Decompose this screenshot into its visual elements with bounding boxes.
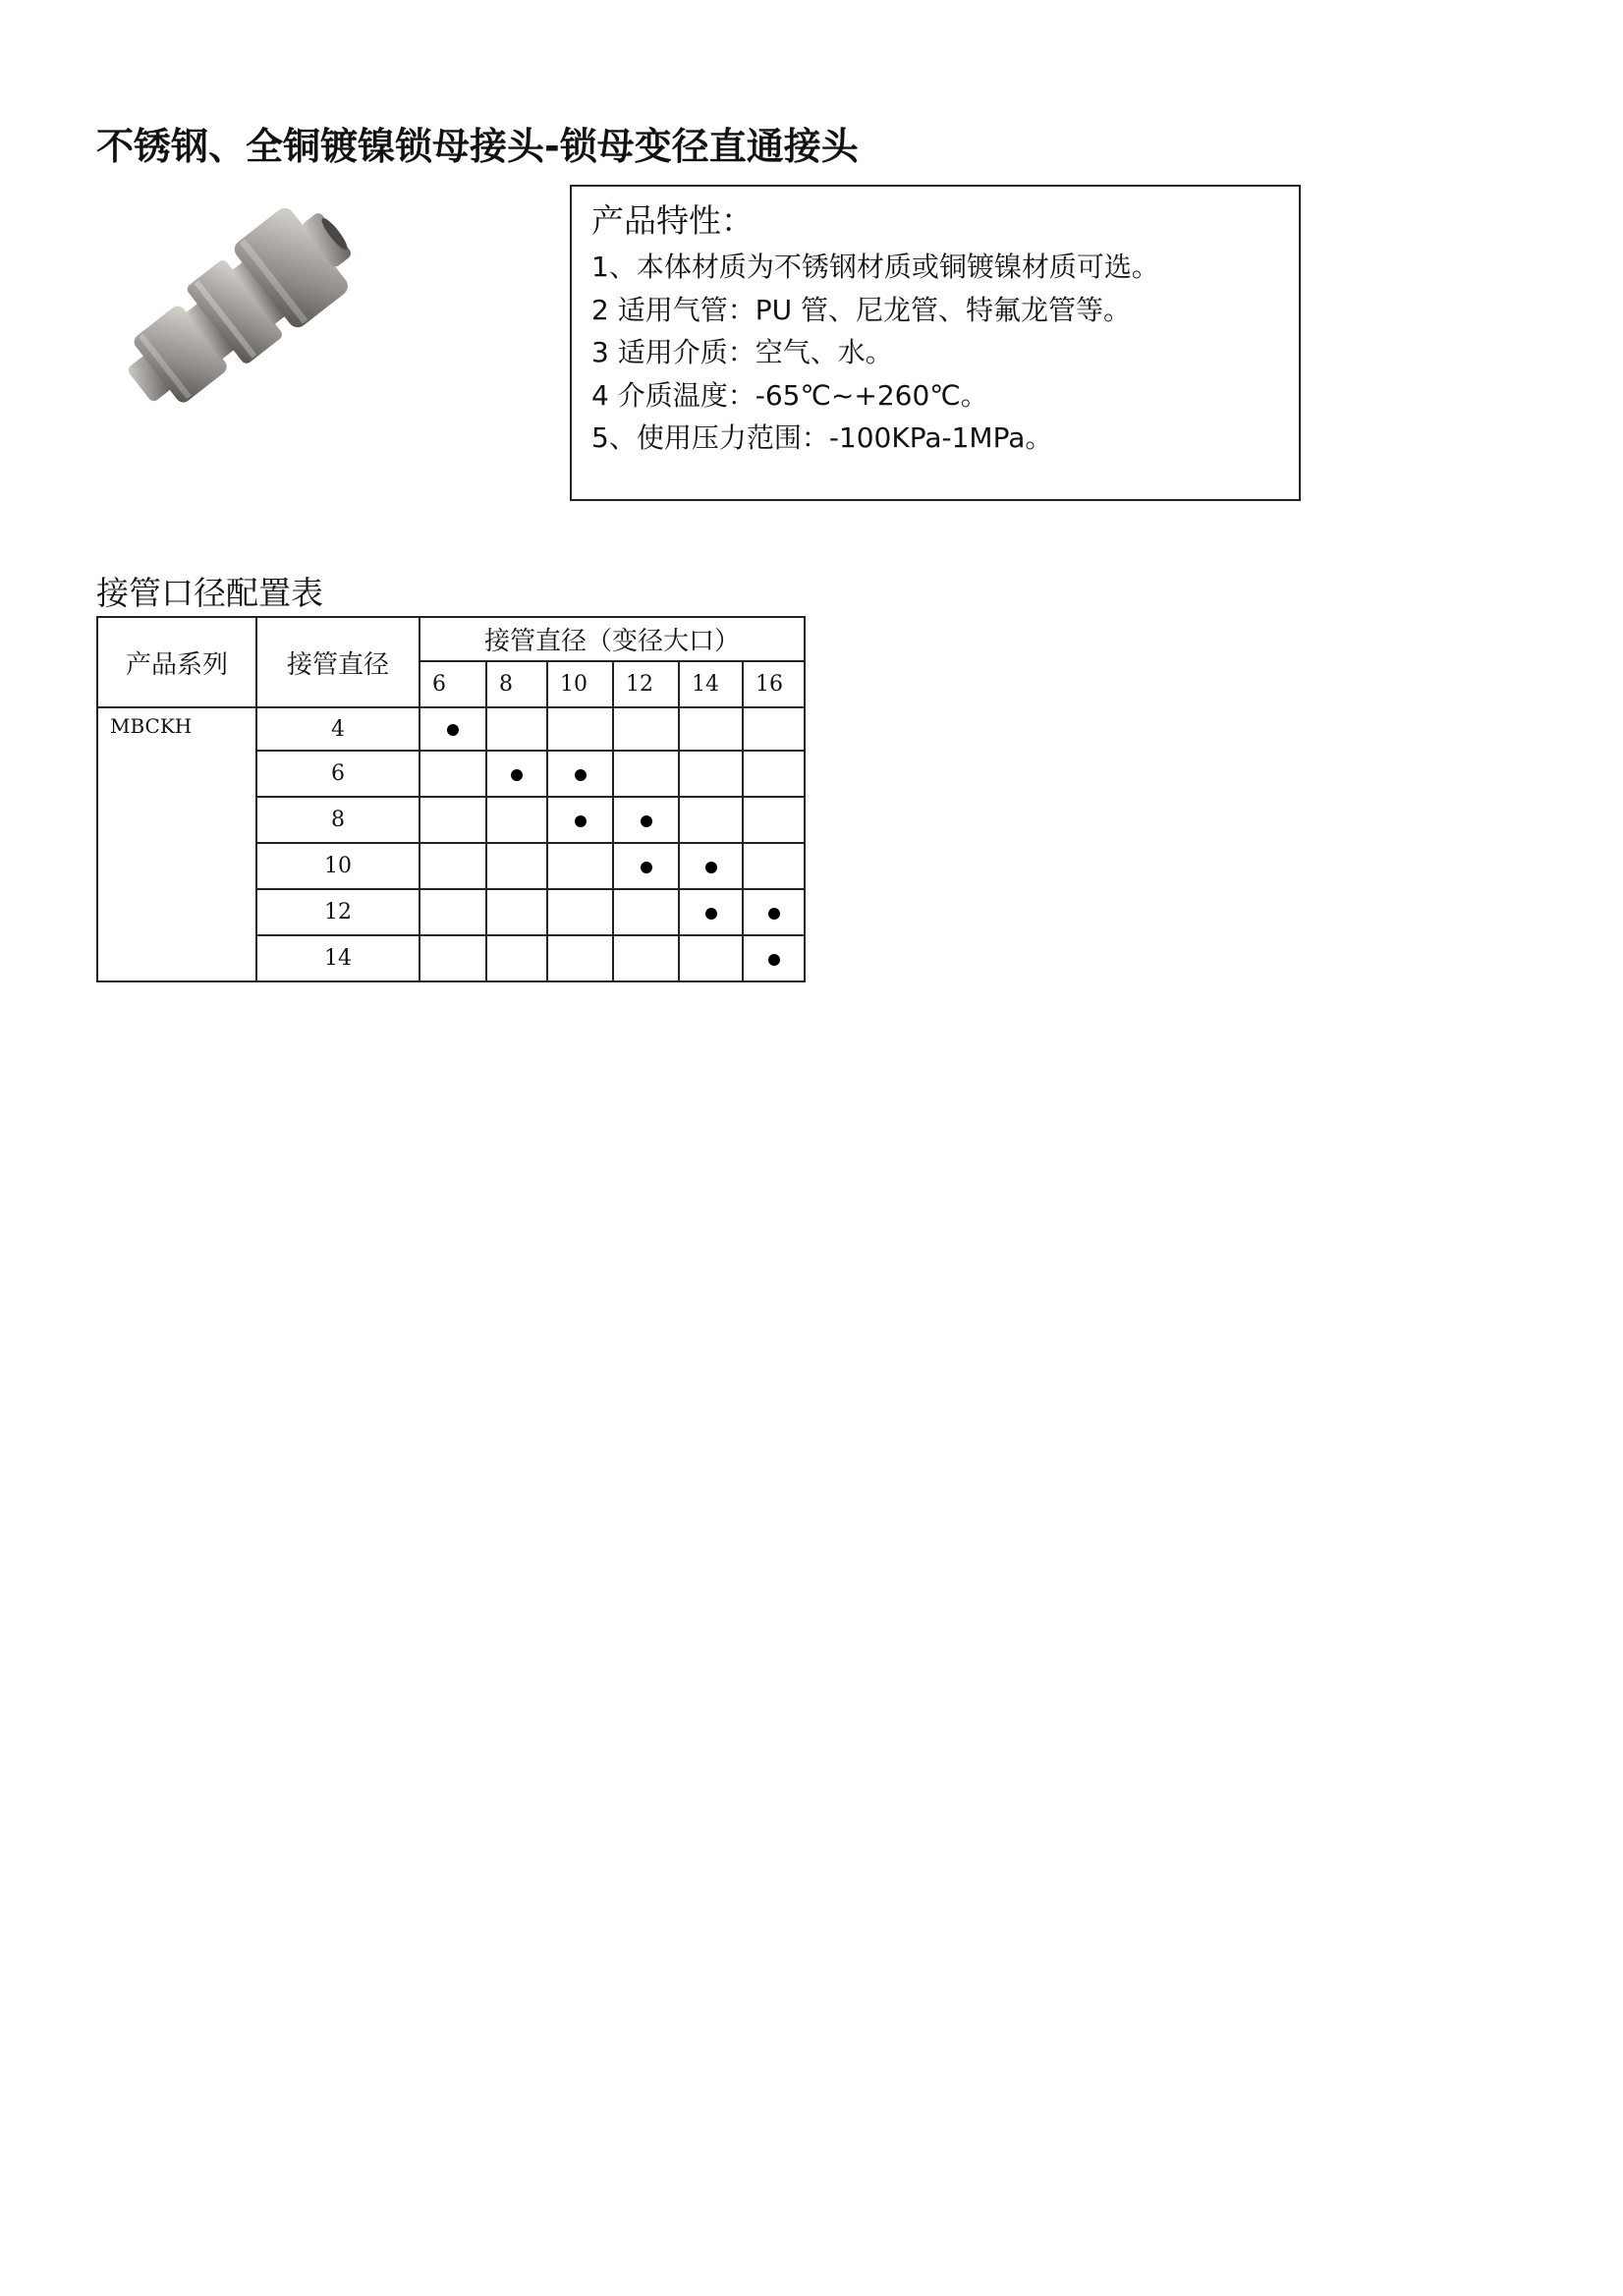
- compat-cell: [547, 707, 613, 751]
- header-series: 产品系列: [97, 617, 256, 707]
- header-large-diameter: 接管直径（变径大口）: [420, 617, 805, 661]
- product-features-box: [570, 185, 1301, 501]
- compat-cell: [547, 751, 613, 797]
- compat-cell: [486, 935, 547, 981]
- feature-item: 2 适用气管：PU 管、尼龙管、特氟龙管等。: [591, 293, 1131, 326]
- compat-dot: [641, 815, 652, 827]
- feature-item: 3 适用介质：空气、水。: [591, 336, 893, 368]
- compat-dot: [768, 908, 780, 920]
- diameter-cell: 10: [256, 843, 420, 889]
- features-heading: 产品特性：: [591, 201, 754, 240]
- compat-cell: [613, 935, 679, 981]
- compat-cell: [613, 797, 679, 843]
- compat-cell: [486, 843, 547, 889]
- features-list: [591, 246, 1279, 460]
- compat-cell: [743, 707, 805, 751]
- compat-cell: [743, 889, 805, 935]
- compat-cell: [613, 707, 679, 751]
- compat-cell: [420, 935, 486, 981]
- compat-dot: [447, 724, 459, 736]
- compat-cell: [743, 751, 805, 797]
- diameter-cell: 8: [256, 797, 420, 843]
- compat-dot: [511, 769, 523, 781]
- diameter-cell: 14: [256, 935, 420, 981]
- compat-cell: [486, 751, 547, 797]
- feature-item: 4 介质温度：-65℃~+260℃。: [591, 378, 988, 412]
- compat-cell: [486, 889, 547, 935]
- compat-cell: [679, 843, 743, 889]
- header-diameter: 接管直径: [256, 617, 420, 707]
- fitting-product-photo: [103, 192, 373, 427]
- compat-cell: [679, 797, 743, 843]
- compat-cell: [486, 797, 547, 843]
- compat-dot: [575, 815, 587, 827]
- compat-cell: [743, 797, 805, 843]
- large-size-header: 8: [486, 661, 547, 707]
- feature-item: 5、使用压力范围：-100KPa-1MPa。: [591, 421, 1053, 454]
- compat-cell: [679, 935, 743, 981]
- page-title: 不锈钢、全铜镀镍锁母接头-锁母变径直通接头: [96, 125, 859, 168]
- compat-cell: [613, 751, 679, 797]
- large-size-header: 14: [679, 661, 743, 707]
- compat-cell: [420, 751, 486, 797]
- compat-cell: [679, 889, 743, 935]
- compat-cell: [420, 797, 486, 843]
- compat-dot: [768, 954, 780, 966]
- compat-cell: [547, 843, 613, 889]
- compat-cell: [679, 707, 743, 751]
- compat-cell: [547, 935, 613, 981]
- diameter-cell: 6: [256, 751, 420, 797]
- compat-cell: [547, 889, 613, 935]
- large-size-header: 12: [613, 661, 679, 707]
- feature-item: 1、本体材质为不锈钢材质或铜镀镍材质可选。: [591, 251, 1159, 283]
- compat-cell: [420, 707, 486, 751]
- compat-cell: [486, 707, 547, 751]
- compat-dot: [705, 908, 717, 920]
- large-size-header: 16: [743, 661, 805, 707]
- compat-cell: [613, 889, 679, 935]
- table-title: 接管口径配置表: [96, 574, 323, 612]
- large-size-header: 6: [420, 661, 486, 707]
- diameter-cell: 12: [256, 889, 420, 935]
- compat-cell: [743, 935, 805, 981]
- compat-cell: [547, 797, 613, 843]
- large-size-header: 10: [547, 661, 613, 707]
- table-row: [97, 707, 805, 751]
- pipe-diameter-config-table: [96, 616, 806, 982]
- compat-dot: [641, 862, 652, 873]
- compat-cell: [743, 843, 805, 889]
- compat-cell: [679, 751, 743, 797]
- compat-cell: [420, 843, 486, 889]
- series-cell: MBCKH: [97, 707, 256, 981]
- compat-cell: [420, 889, 486, 935]
- diameter-cell: 4: [256, 707, 420, 751]
- compat-dot: [705, 862, 717, 873]
- compat-dot: [575, 769, 587, 781]
- compat-cell: [613, 843, 679, 889]
